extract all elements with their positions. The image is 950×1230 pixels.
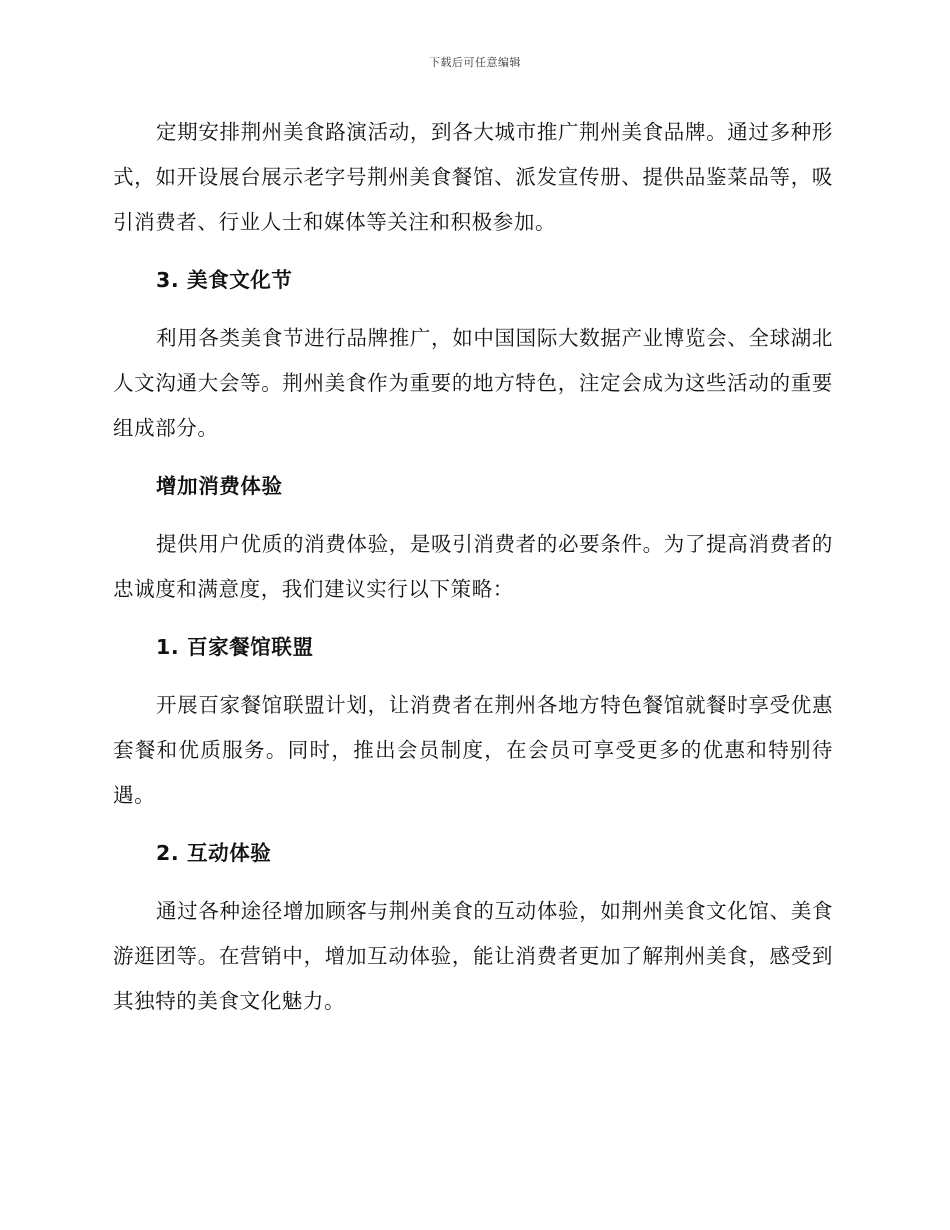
- page-header-note: 下载后可任意编辑: [429, 56, 521, 69]
- paragraph-food-festival: 利用各类美食节进行品牌推广，如中国国际大数据产业博览会、全球湖北人文沟通大会等。荆州美食作为重要的地方特色，注定会成为这些活动的重要组成部分。: [113, 326, 833, 440]
- section-heading-consumer-experience: 增加消费体验: [156, 474, 283, 498]
- paragraph-consumer-experience: 提供用户优质的消费体验，是吸引消费者的必要条件。为了提高消费者的忠诚度和满意度，我们建议实行以下策略：: [113, 532, 833, 601]
- section-heading-food-festival: 3. 美食文化节: [156, 268, 293, 292]
- paragraph-roadshow: 定期安排荆州美食路演活动，到各大城市推广荆州美食品牌。通过多种形式，如开设展台展示老字号荆州美食餐馆、派发宣传册、提供品鉴菜品等，吸引消费者、行业人士和媒体等关注和积极参加。: [113, 120, 833, 234]
- section-heading-restaurant-alliance: 1. 百家餐馆联盟: [156, 635, 314, 659]
- document-body: [113, 110, 833, 1037]
- paragraph-interactive-experience: 通过各种途径增加顾客与荆州美食的互动体验，如荆州美食文化馆、美食游逛团等。在营销中，增加互动体验，能让消费者更加了解荆州美食，感受到其独特的美食文化魅力。: [113, 899, 833, 1013]
- section-heading-interactive-experience: 2. 互动体验: [156, 841, 272, 865]
- paragraph-restaurant-alliance: 开展百家餐馆联盟计划，让消费者在荆州各地方特色餐馆就餐时享受优惠套餐和优质服务。同时，推出会员制度，在会员可享受更多的优惠和特别待遇。: [113, 693, 833, 807]
